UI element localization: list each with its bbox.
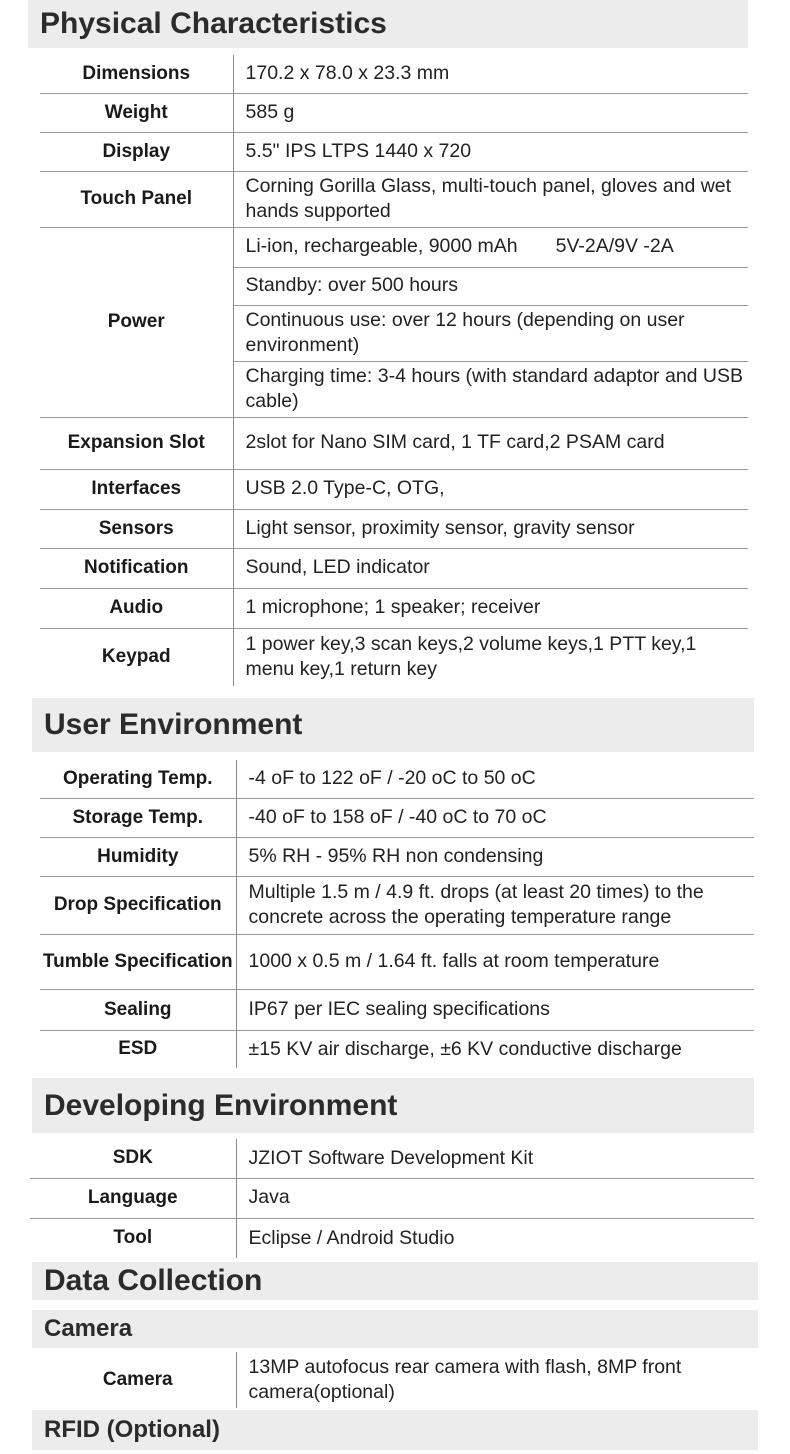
row-value: Multiple 1.5 m / 4.9 ft. drops (at least 20 times) to the concrete across the operating temperature range [236,876,754,934]
row-label: Camera [40,1352,236,1408]
row-label: Sensors [40,509,233,548]
user-environment-table [40,760,754,1068]
row-label: Tumble Specification [40,934,236,989]
row-value: 1000 x 0.5 m / 1.64 ft. falls at room temperature [236,934,754,989]
row-value: 1 power key,3 scan keys,2 volume keys,1 PTT key,1 menu key,1 return key [233,628,748,686]
row-label: Storage Temp. [40,798,236,837]
table-row [40,1030,754,1068]
table-row [40,132,748,171]
table-row [40,628,748,686]
table-row [40,469,748,509]
row-value: 13MP autofocus rear camera with flash, 8MP front camera(optional) [248,1355,682,1403]
row-label: Notification [40,548,233,588]
table-row [40,227,748,267]
row-value: 5% RH - 95% RH non condensing [236,837,754,876]
table-row [40,93,748,132]
row-label: Tool [30,1218,236,1258]
row-value-battery [233,227,748,267]
section-title-data-collection: Data Collection [32,1262,758,1300]
row-value: Eclipse / Android Studio [236,1218,754,1258]
table-row [40,171,748,227]
row-label: Expansion Slot [40,417,233,469]
row-value: 2slot for Nano SIM card, 1 TF card,2 PSAM card [233,417,748,469]
table-row [40,588,748,628]
row-label: Drop Specification [40,876,236,934]
row-value: 1 microphone; 1 speaker; receiver [233,588,748,628]
row-value: Charging time: 3-4 hours (with standard adaptor and USB cable) [233,361,748,417]
row-value: Light sensor, proximity sensor, gravity sensor [233,509,748,548]
row-value: -4 oF to 122 oF / -20 oC to 50 oC [248,767,536,790]
row-value: IP67 per IEC sealing specifications [236,989,754,1030]
table-row [30,1218,754,1258]
row-value: Sound, LED indicator [233,548,748,588]
row-label: Dimensions [40,55,233,93]
physical-table [40,55,748,686]
row-value: -40 oF to 158 oF / -40 oC to 70 oC [236,798,754,837]
row-value: JZIOT Software Development Kit [248,1146,534,1169]
table-row [40,1352,754,1408]
section-title-user-environment: User Environment [32,698,754,752]
row-label: Operating Temp. [40,760,236,798]
row-value: USB 2.0 Type-C, OTG, [233,469,748,509]
battery-text: Li-ion, rechargeable, 9000 mAh [245,235,518,258]
row-value: Java [236,1178,754,1218]
table-row [40,548,748,588]
table-row [40,798,754,837]
row-value: 170.2 x 78.0 x 23.3 mm [245,62,450,85]
row-value: 5.5" IPS LTPS 1440 x 720 [233,132,748,171]
table-row [30,1178,754,1218]
table-row [30,1139,754,1178]
row-value: Continuous use: over 12 hours (depending on user environment) [233,305,748,361]
row-label: Interfaces [40,469,233,509]
table-row [40,55,748,93]
row-label: Keypad [40,628,233,686]
row-label: Display [40,132,233,171]
camera-table [40,1352,754,1408]
section-title-physical: Physical Characteristics [28,0,748,48]
row-value: Corning Gorilla Glass, multi-touch panel, gloves and wet hands supported [233,171,748,227]
charger-text: 5V-2A/9V -2A [555,235,674,258]
table-row [40,760,754,798]
row-label-power: Power [40,227,233,417]
table-row [40,876,754,934]
subsection-title-camera: Camera [32,1310,758,1348]
table-row [40,509,748,548]
row-label: Sealing [40,989,236,1030]
subsection-title-rfid: RFID (Optional) [32,1410,758,1450]
table-row [40,934,754,989]
section-title-developing-environment: Developing Environment [32,1078,754,1133]
row-label: ESD [40,1030,236,1068]
row-label: Audio [40,588,233,628]
table-row [40,837,754,876]
row-label: Humidity [40,837,236,876]
table-row [40,417,748,469]
row-value: Standby: over 500 hours [233,267,748,305]
table-row [40,989,754,1030]
row-label: Language [30,1178,236,1218]
row-label: Weight [40,93,233,132]
row-label: SDK [30,1139,236,1178]
row-value: ±15 KV air discharge, ±6 KV conductive discharge [236,1030,754,1068]
row-label: Touch Panel [40,171,233,227]
developing-environment-table [30,1139,754,1258]
row-value: 585 g [233,93,748,132]
